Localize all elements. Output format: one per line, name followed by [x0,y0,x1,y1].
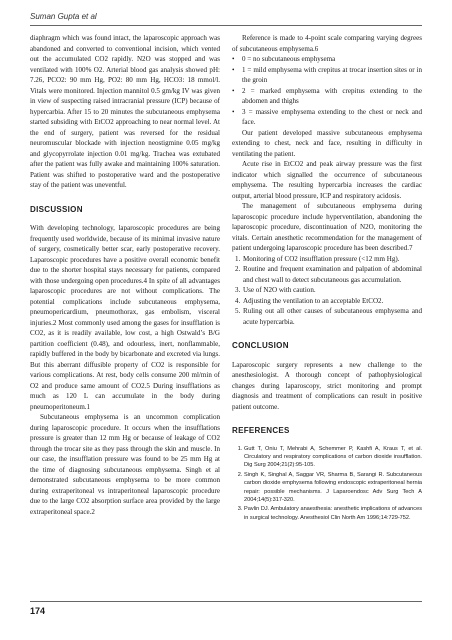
header-rule [30,25,422,26]
reference-item: 3. Pavlin DJ. Ambulatory anaesthesia: anesthetic implications of advances in surgical technology. Anesthesiol Clin North Am 1996;14:729-752. [244,505,422,522]
conclusion-paragraph: Laparoscopic surgery represents a new challenge to the anesthesiologist. A thorough concept of pathophysiological changes during laparoscopy, strict monitoring and prompt diagnosis and treatment of complications can result in positive patient outcome. [232,360,422,411]
discussion-heading: DISCUSSION [30,204,83,214]
footer-rule [30,601,422,602]
grading-intro: Reference is made to 4-point scale comparing varying degrees of subcutaneous emphysema.6 [232,34,422,53]
left-column [30,33,220,517]
right-column [232,33,422,523]
discussion-paragraph-1: With developing technology, laparoscopic procedures are being frequently used worldwide, because of its minimal invasive nature of surgery, cosmetically better scar, early postoperative recovery. Laparoscopic procedures have a positive overall economic benefit due to the shorter hospital stays necessary for patients, compared with those undergoing open procedures.4 In spite of all advantages laparoscopic procedures are not without complications. The potential complications include subcutaneous emphysema, pneumopericardium, pneumothorax, gas embolism, visceral injuries.2 Most commonly used among the gases for insufflation is CO2, as it is readily available, low cost, a high Ostwald’s B/G partition coefficient (0.48), and odourless, inert, nonflammable, rapidly buffered in the body by bicarbonate and excreted via lungs. But this aberrant diffusible property of CO2 is responsible for various complications. At rest, body cells consume 200 ml/min of O2 and produce same amount of CO2.5 During insufflations as much as 120 L can accumulate in the body during pneumoperitoneum.1 [30,224,220,411]
grade-item: • 1 = mild emphysema with crepitus at trocar insertion sites or in the groin [232,65,422,86]
grading-list [232,54,422,128]
recommendation-item: 1. Monitoring of CO2 insufflation pressure (<12 mm Hg). [242,254,422,265]
reference-item: 2. Singh K, Singhal A, Saggar VR, Sharma B, Sarangi R. Subcutaneous carbon dioxide emphysema following endoscopic extraperitoneal hernia repair: possible mechanisms. J Laparoendosc Adv Surg Tech A 2004;14(5):317-320. [244,471,422,505]
grade-item: • 2 = marked emphysema with crepitus extending to the abdomen and thighs [232,86,422,107]
acute-rise-paragraph: Acute rise in EtCO2 and peak airway pressure was the first indicator which signalled the occurrence of subcutaneous emphysema. The resulting hypercarbia increases the cardiac output, arterial blood pressure, ICP and respiratory acidosis. [232,160,422,200]
recommendation-list [232,254,422,328]
grade-item: • 3 = massive emphysema extending to the chest or neck and face. [232,107,422,128]
discussion-paragraph-2: Subcutaneous emphysema is an uncommon complication during laparoscopic procedure. It occurs when the insufflations pressure is greater than 12 mm Hg or because of leakage of CO2 through the trocar site as they pass through the skin and muscle. In our case, the insufflation pressure was found to be 25 mm Hg at the time of diagnosing subcutaneous emphysema. Singh et al demonstrated subcutaneous emphysema to be more common during extraperitoneal vs intraperitoneal laparoscopic procedure due to the large CO2 absorption surface area provided by the large extraperitoneal space.2 [30,413,220,516]
grade-item: • 0 = no subcutaneous emphysema [232,54,422,65]
references-list [232,445,422,523]
patient-paragraph: Our patient developed massive subcutaneous emphysema extending to chest, neck and face, resulting in difficulty in ventilating the patient. [232,128,422,158]
running-header: Suman Gupta et al [30,12,97,21]
case-continuation-paragraph: diaphragm which was found intact, the laparoscopic approach was abandoned and converted to conventional incision, which vented out the accumulated CO2 rapidly. N2O was stopped and was ventilated with 100% O2. Arterial blood gas analysis showed pH: 7.26, PCO2: 90 mm Hg, PO2: 80 mm Hg, HCO3: 18 mmol/l. Vitals were monitored. Injection mannitol 0.5 gm/kg IV was given in view of suspecting raised intracranial pressure (ICP) because of hypercarbia. After 15 to 20 minutes the subcutaneous emphysema started subsiding with EtCO2 approaching to near normal level. At the end of surgery, patient was reversed for the residual neuromuscular blockade with injection neostigmine 0.05 mg/kg and glycopyrrolate injection 0.01 mg/kg. Trachea was extubated after the patient was fully awake and maintaining 100% saturation. Patient was shifted to postoperative ward and the postoperative stay of the patient was uneventful. [30,34,220,189]
recommendation-item: 2. Routine and frequent examination and palpation of abdominal and chest wall to detect subcutaneous gas accumulation. [242,264,422,285]
page-number: 174 [30,606,46,616]
references-heading: REFERENCES [232,426,290,435]
reference-item: 1. Gutt T, Oniu T, Mehrabi A, Schemmer P, Kashfi A, Kraus T, et al. Circulatory and respiratory complications of carbon dioxide insufflation. Dig Surg 2004;21(2):95-105. [244,445,422,470]
management-paragraph: The management of subcutaneous emphysema during laparoscopic procedure include hyperventilation, abandoning the laparoscopic procedure, discontinuation of N2O, monitoring the vitals. Certain anesthetic recommendation for the management of patient undergoing laparoscopic procedure has been described.7 [232,202,422,252]
recommendation-item: 5. Ruling out all other causes of subcutaneous emphysema and acute hypercarbia. [242,306,422,327]
recommendation-item: 4. Adjusting the ventilation to an acceptable EtCO2. [242,296,422,307]
recommendation-item: 3. Use of N2O with caution. [242,285,422,296]
conclusion-heading: CONCLUSION [232,341,289,350]
